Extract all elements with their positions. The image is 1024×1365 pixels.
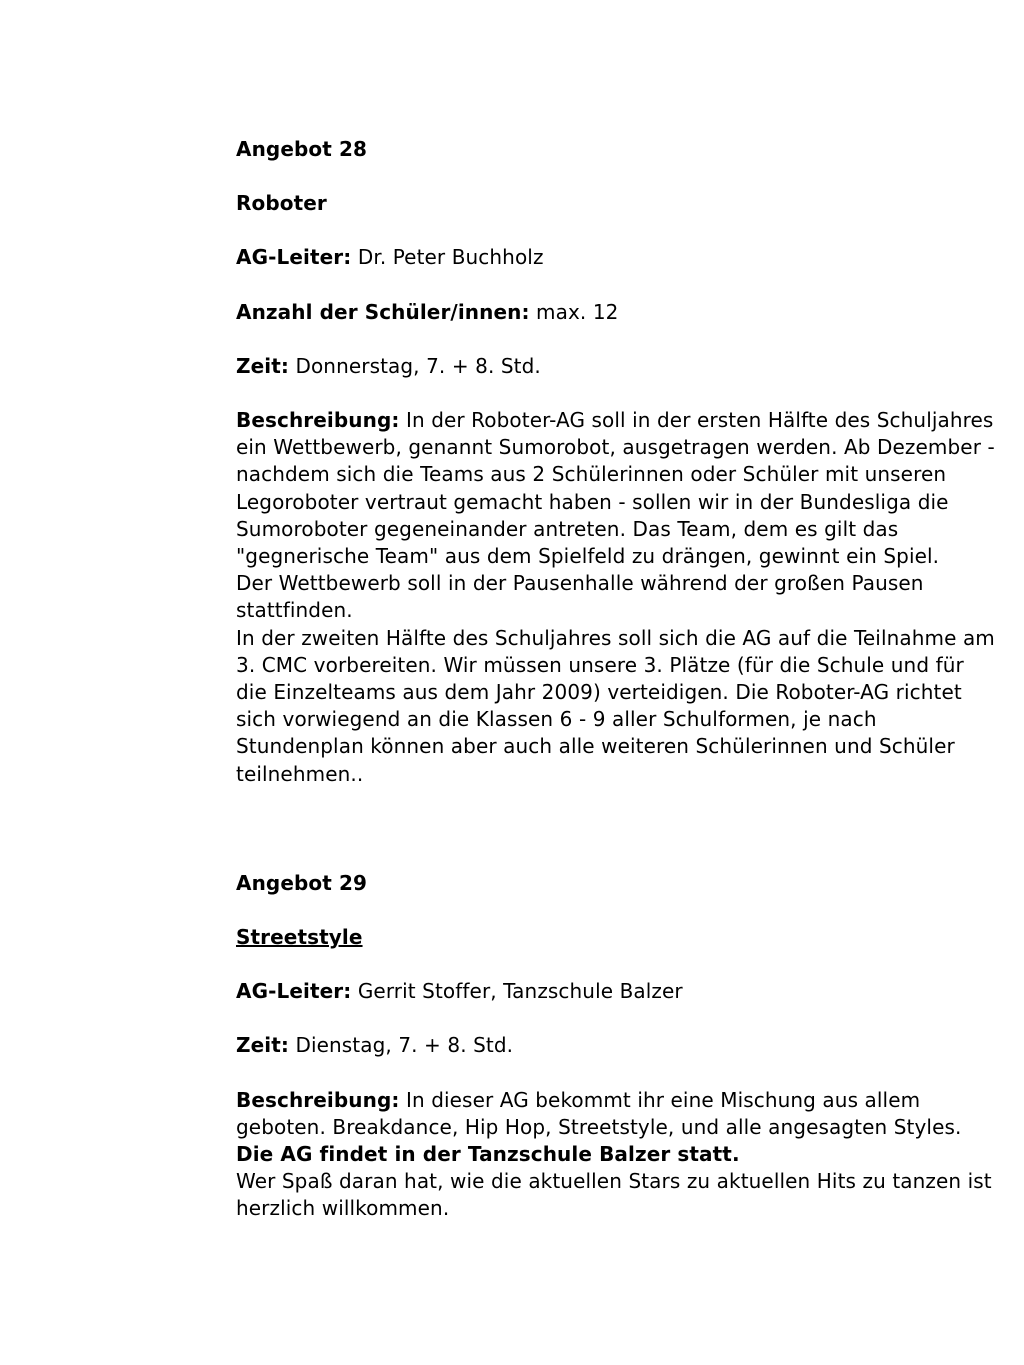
description-label: Beschreibung:	[236, 1087, 400, 1112]
closing-text: Wer Spaß daran hat, wie die aktuellen Stars zu aktuellen Hits zu tanzen ist herzlich willkommen.	[236, 1169, 992, 1221]
time-label: Zeit:	[236, 353, 289, 378]
time-line	[236, 1032, 996, 1059]
leader-line	[236, 244, 996, 271]
leader-value: Dr. Peter Buchholz	[357, 245, 544, 270]
students-line	[236, 299, 996, 326]
offer-28	[236, 136, 996, 788]
offer-title: Streetstyle	[236, 925, 363, 950]
offer-29	[236, 870, 996, 1223]
description	[236, 407, 996, 788]
description-label: Beschreibung:	[236, 408, 400, 433]
offer-title: Roboter	[236, 191, 327, 216]
description-text: In der Roboter-AG soll in der ersten Hälfte des Schuljahres ein Wettbewerb, genannt Sumorobot, ausgetragen werden. Ab Dezember - nachdem sich die Teams aus 2 Schülerinnen oder Schüler mit unseren Legoroboter vertraut gemacht haben - sollen wir in der Bundesliga die Sumoroboter gegeneinander antreten. Das Team, dem es gilt das "gegnerische Team" aus dem Spielfeld zu drängen, gewinnt ein Spiel.	[236, 408, 995, 569]
time-label: Zeit:	[236, 1033, 289, 1058]
time-line	[236, 353, 996, 380]
leader-label: AG-Leiter:	[236, 979, 352, 1004]
description-paragraph	[236, 407, 996, 570]
offer-number: Angebot 29	[236, 870, 368, 895]
offer-number: Angebot 28	[236, 137, 368, 161]
students-value: max. 12	[536, 299, 619, 324]
description-paragraph: In der zweiten Hälfte des Schuljahres soll sich die AG auf die Teilnahme am 3. CMC vorbereiten. Wir müssen unsere 3. Plätze (für die Schule und für die Einzelteams aus dem Jahr 2009) verteidigen. Die Roboter-AG richtet sich vorwiegend an die Klassen 6 - 9 aller Schulformen, je nach Stundenplan können aber auch alle weiteren Schülerinnen und Schüler teilnehmen..	[236, 625, 995, 786]
description-paragraph	[236, 1087, 996, 1141]
students-label: Anzahl der Schüler/innen:	[236, 299, 530, 324]
leader-value: Gerrit Stoffer, Tanzschule Balzer	[357, 979, 683, 1004]
description	[236, 1087, 996, 1223]
description-text: In dieser AG bekommt ihr eine Mischung aus allem geboten. Breakdance, Hip Hop, Streetstyle, und alle angesagten Styles.	[236, 1087, 962, 1139]
document-page	[236, 136, 996, 1223]
location-note: Die AG findet in der Tanzschule Balzer statt.	[236, 1142, 740, 1167]
leader-line	[236, 978, 996, 1005]
time-value: Donnerstag, 7. + 8. Std.	[295, 353, 541, 378]
description-paragraph: Der Wettbewerb soll in der Pausenhalle während der großen Pausen stattfinden.	[236, 571, 924, 623]
leader-label: AG-Leiter:	[236, 245, 352, 270]
time-value: Dienstag, 7. + 8. Std.	[295, 1033, 514, 1058]
